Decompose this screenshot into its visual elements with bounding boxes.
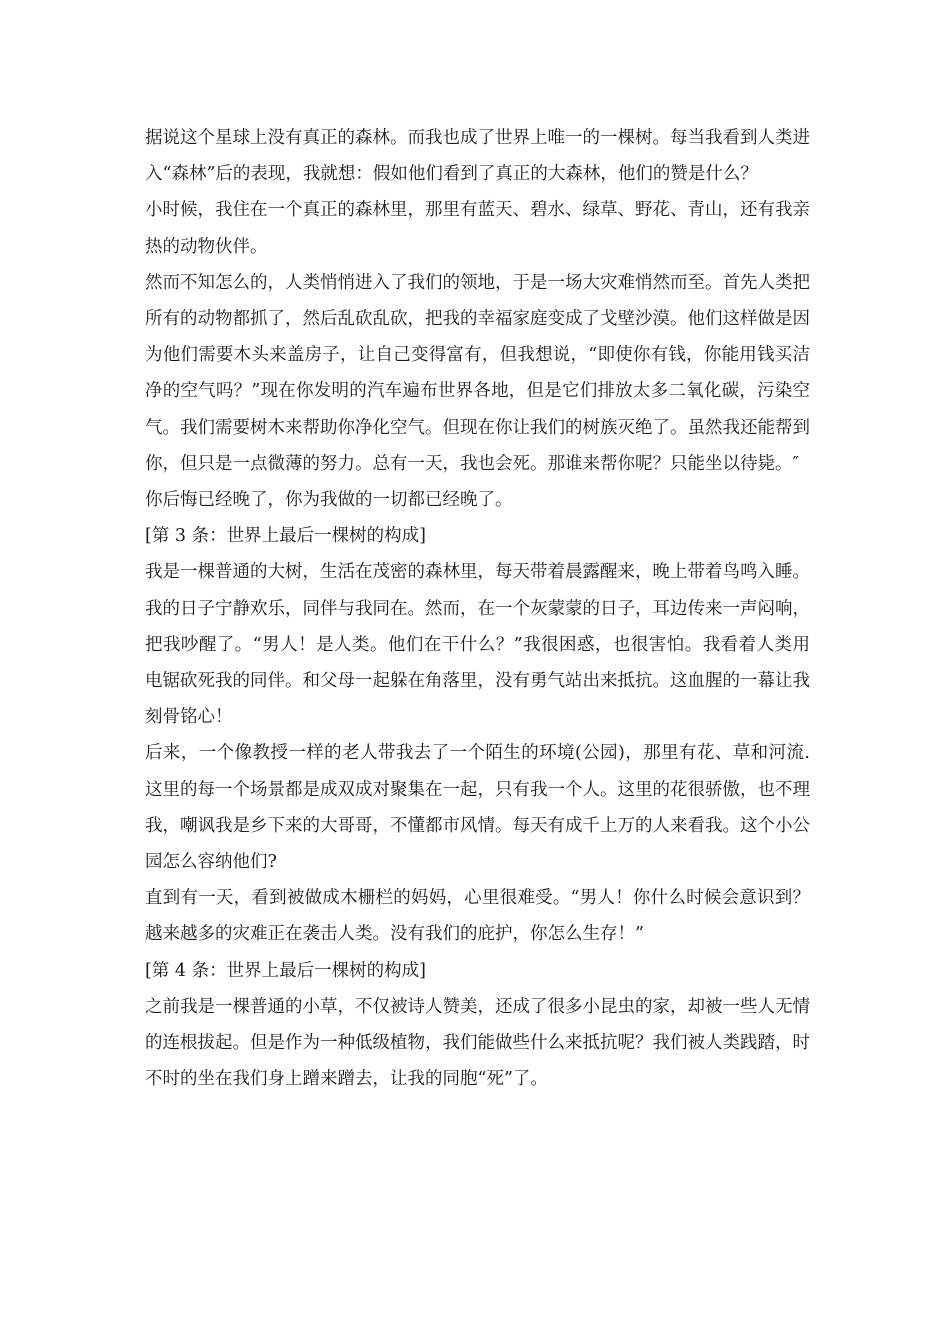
section-heading-3: [第 3 条：世界上最后一棵树的构成] bbox=[145, 526, 426, 547]
document-body bbox=[145, 120, 810, 1097]
paragraph-7: 直到有一天，看到被做成木栅栏的妈妈，心里很难受。“男人！你什么时候会意识到？越来越多的灾难正在袭击人类。没有我们的庇护，你怎么生存！” bbox=[145, 888, 810, 945]
section-heading-4: [第 4 条：世界上最后一棵树的构成] bbox=[145, 960, 426, 981]
paragraph-2: 小时候，我住在一个真正的森林里，那里有蓝天、碧水、绿草、野花、青山，还有我亲热的动物伙伴。 bbox=[145, 200, 810, 257]
paragraph-3: 然而不知怎么的，人类悄悄进入了我们的领地，于是一场大灾难悄然而至。首先人类把所有的动物都抓了，然后乱砍乱砍，把我的幸福家庭变成了戈壁沙漠。他们这样做是因为他们需要木头来盖房子，让自己变得富有，但我想说，“即使你有钱，你能用钱买洁净的空气吗？”现在你发明的汽车遍布世界各地，但是它们排放太多二氧化碳，污染空气。我们需要树木来帮助你净化空气。但现在你让我们的树族灭绝了。虽然我还能帮到你，但只是一点微薄的努力。总有一天，我也会死。那谁来帮你呢？只能坐以待毙。″ bbox=[145, 272, 810, 474]
paragraph-6: 后来，一个像教授一样的老人带我去了一个陌生的环境(公园)，那里有花、草和河流.这里的每一个场景都是成双成对聚集在一起，只有我一个人。这里的花很骄傲，也不理我，嘲讽我是乡下来的大哥哥，不懂都市风情。每天有成千上万的人来看我。这个小公园怎么容纳他们? bbox=[145, 743, 810, 873]
paragraph-4: 你后悔已经晚了，你为我做的一切都已经晚了。 bbox=[145, 490, 513, 511]
paragraph-5: 我是一棵普通的大树，生活在茂密的森林里，每天带着晨露醒来，晚上带着鸟鸣入睡。我的日子宁静欢乐，同伴与我同在。然而，在一个灰蒙蒙的日子，耳边传来一声闷响，把我吵醒了。“男人！是人类。他们在干什么？”我很困惑，也很害怕。我看着人类用电锯砍死我的同伴。和父母一起躲在角落里，没有勇气站出来抵抗。这血腥的一幕让我刻骨铭心！ bbox=[145, 562, 810, 728]
paragraph-1: 据说这个星球上没有真正的森林。而我也成了世界上唯一的一棵树。每当我看到人类进入“森林”后的表现，我就想：假如他们看到了真正的大森林，他们的赞是什么？ bbox=[145, 128, 810, 185]
paragraph-8: 之前我是一棵普通的小草，不仅被诗人赞美，还成了很多小昆虫的家，却被一些人无情的连根拔起。但是作为一种低级植物，我们能做些什么来抵抗呢？我们被人类践踏，时不时的坐在我们身上蹭来蹭去，让我的同胞“死”了。 bbox=[145, 996, 810, 1090]
